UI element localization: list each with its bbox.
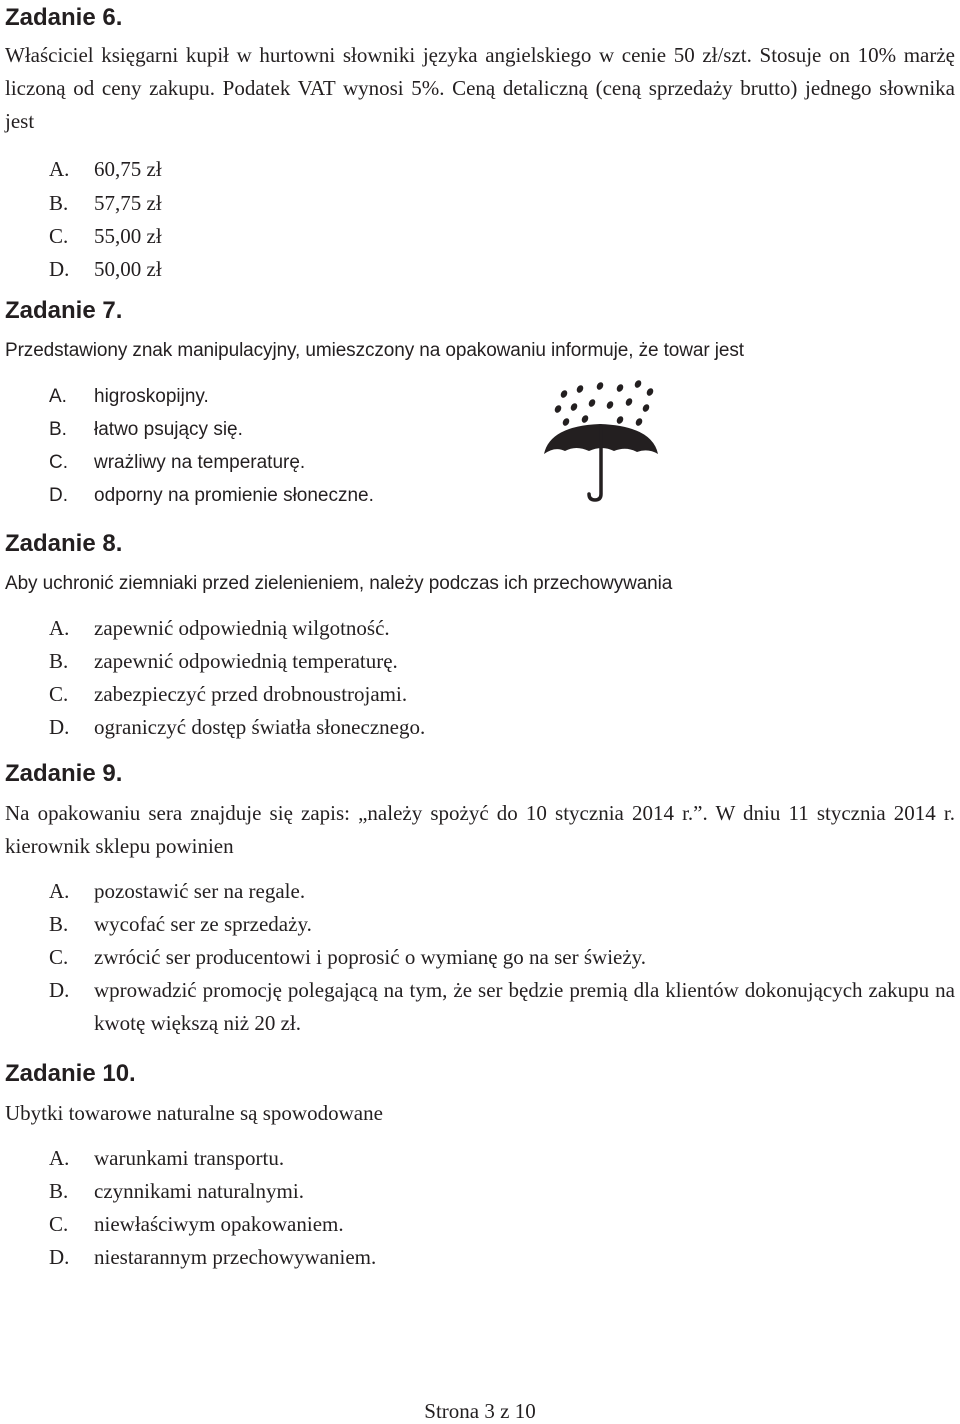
- task-question: Właściciel księgarni kupił w hurtowni słowniki języka angielskiego w cenie 50 zł/szt. Stosuje on 10% marżę liczoną od ceny zakupu. Podatek VAT wynosi 5%. Ceną detaliczną (ceną sprzedaży brutto) jednego słownika jest: [5, 43, 955, 133]
- answer-text: zwrócić ser producentowi i poprosić o wymianę go na ser świeży.: [94, 945, 647, 969]
- task-title: Zadanie 6.: [5, 4, 123, 31]
- answer-text: niewłaściwym opakowaniem.: [94, 1212, 344, 1236]
- answer-option-b[interactable]: [5, 413, 955, 446]
- answer-option-a[interactable]: [5, 153, 955, 186]
- answer-letter: B.: [49, 912, 69, 936]
- answer-text: zabezpieczyć przed drobnoustrojami.: [94, 682, 408, 706]
- answer-letter: C.: [49, 945, 69, 969]
- task-question: Aby uchronić ziemniaki przed zielenieniem, należy podczas ich przechowywania: [5, 573, 673, 594]
- answer-letter: B.: [49, 419, 67, 440]
- answer-option-c[interactable]: [5, 678, 955, 711]
- answer-option-b[interactable]: [5, 645, 955, 678]
- answer-option-c[interactable]: [5, 446, 955, 479]
- answer-option-d[interactable]: [5, 711, 955, 744]
- answer-list: [5, 1142, 955, 1274]
- task-7: [5, 297, 955, 512]
- task-10: [5, 1060, 955, 1274]
- answer-option-c[interactable]: [5, 1208, 955, 1241]
- task-title: Zadanie 10.: [5, 1060, 136, 1087]
- answer-letter: D.: [49, 485, 68, 506]
- task-question: Przedstawiony znak manipulacyjny, umieszczony na opakowaniu informuje, że towar jest: [5, 340, 744, 361]
- answer-text: wprowadzić promocję polegającą na tym, że ser będzie premią dla klientów dokonujących zakupu na kwotę większą niż 20 zł.: [94, 978, 955, 1035]
- answer-text: wycofać ser ze sprzedaży.: [94, 912, 312, 936]
- answer-option-a[interactable]: [5, 612, 955, 645]
- answer-text: 57,75 zł: [94, 191, 162, 215]
- answer-text: zapewnić odpowiednią temperaturę.: [94, 649, 398, 673]
- answer-text: higroskopijny.: [94, 386, 209, 407]
- answer-list: [5, 153, 955, 286]
- answer-option-c[interactable]: [5, 220, 955, 253]
- answer-letter: A.: [49, 616, 70, 640]
- task-title: Zadanie 7.: [5, 297, 123, 324]
- answer-option-d[interactable]: [5, 479, 955, 512]
- task-title: Zadanie 9.: [5, 760, 123, 787]
- answer-option-a[interactable]: [5, 1142, 955, 1175]
- answer-letter: B.: [49, 649, 69, 673]
- answer-letter: C.: [49, 452, 68, 473]
- answer-letter: C.: [49, 682, 69, 706]
- answer-option-b[interactable]: [5, 908, 955, 941]
- answer-option-b[interactable]: [5, 186, 955, 220]
- umbrella-rain-icon: [540, 378, 665, 503]
- answer-letter: D.: [49, 978, 70, 1002]
- answer-text: zapewnić odpowiednią wilgotność.: [94, 616, 390, 640]
- answer-letter: A.: [49, 386, 67, 407]
- answer-letter: A.: [49, 1146, 70, 1170]
- answer-list: [5, 875, 955, 1040]
- task-title: Zadanie 8.: [5, 530, 123, 557]
- answer-text: 50,00 zł: [94, 257, 162, 281]
- answer-text: ograniczyć dostęp światła słonecznego.: [94, 715, 426, 739]
- answer-text: warunkami transportu.: [94, 1146, 285, 1170]
- answer-list: [5, 612, 955, 744]
- task-8: [5, 530, 955, 744]
- answer-text: 55,00 zł: [94, 224, 162, 248]
- task-6: [5, 4, 955, 286]
- page-number: Strona 3 z 10: [424, 1399, 536, 1423]
- answer-letter: C.: [49, 224, 69, 248]
- answer-text: 60,75 zł: [94, 157, 162, 181]
- task-question: Ubytki towarowe naturalne są spowodowane: [5, 1101, 383, 1125]
- answer-letter: C.: [49, 1212, 69, 1236]
- answer-text: łatwo psujący się.: [94, 419, 243, 440]
- answer-option-b[interactable]: [5, 1175, 955, 1208]
- answer-option-d[interactable]: [5, 253, 955, 286]
- answer-letter: D.: [49, 715, 70, 739]
- answer-text: czynnikami naturalnymi.: [94, 1179, 304, 1203]
- task-question: Na opakowaniu sera znajduje się zapis: „należy spożyć do 10 stycznia 2014 r.”. W dniu 11 stycznia 2014 r. kierownik sklepu powinien: [5, 801, 955, 858]
- answer-option-d[interactable]: [5, 1241, 955, 1274]
- answer-text: odporny na promienie słoneczne.: [94, 485, 374, 506]
- answer-text: pozostawić ser na regale.: [94, 879, 306, 903]
- task-9: [5, 760, 955, 1040]
- answer-option-a[interactable]: [5, 875, 955, 908]
- answer-letter: D.: [49, 1245, 70, 1269]
- answer-text: wrażliwy na temperaturę.: [94, 452, 306, 473]
- answer-text: niestarannym przechowywaniem.: [94, 1245, 377, 1269]
- answer-option-a[interactable]: [5, 380, 955, 413]
- answer-letter: A.: [49, 157, 70, 181]
- answer-letter: D.: [49, 257, 70, 281]
- answer-option-d[interactable]: [5, 974, 955, 1040]
- answer-letter: B.: [49, 1179, 69, 1203]
- answer-list: [5, 380, 955, 512]
- answer-option-c[interactable]: [5, 941, 955, 974]
- answer-letter: B.: [49, 191, 69, 215]
- answer-letter: A.: [49, 879, 70, 903]
